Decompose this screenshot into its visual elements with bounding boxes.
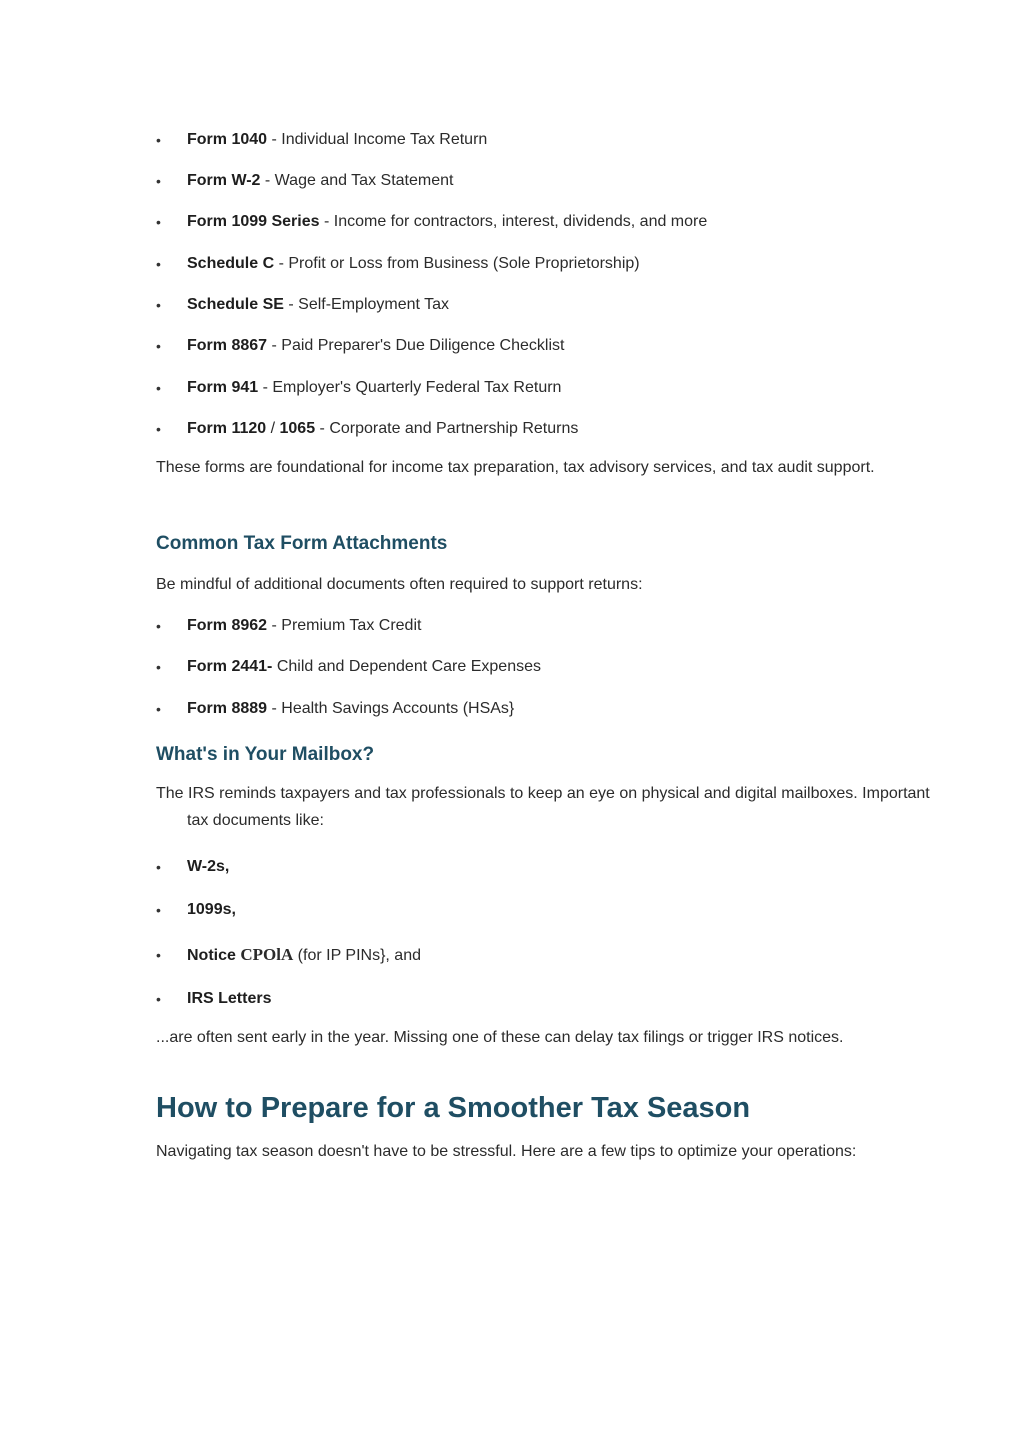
form-description: - Wage and Tax Statement <box>260 172 454 189</box>
form-name: Form 8889 <box>187 700 268 717</box>
form-description: - Paid Preparer's Due Diligence Checklist <box>267 337 565 354</box>
bullet: • <box>156 659 161 675</box>
form-description: - Employer's Quarterly Federal Tax Return <box>258 379 562 396</box>
notice-label: Notice <box>187 947 241 964</box>
form-description: - Individual Income Tax Return <box>267 131 488 148</box>
form-description: - Premium Tax Credit <box>267 617 422 634</box>
form-name: Form 941 <box>187 379 259 396</box>
section-heading: Common Tax Form Attachments <box>156 533 448 554</box>
notice-code: CPOlA <box>240 945 294 964</box>
form-description: - Income for contractors, interest, dividends, and more <box>319 213 708 230</box>
section-intro: Be mindful of additional documents often required to support returns: <box>156 576 643 593</box>
section-intro: Navigating tax season doesn't have to be stressful. Here are a few tips to optimize your operations: <box>156 1143 857 1160</box>
form-description: - Profit or Loss from Business (Sole Proprietorship) <box>274 255 640 272</box>
form-name: Schedule C <box>187 255 275 272</box>
form-separator: / <box>266 420 280 437</box>
document-name: W-2s, <box>187 858 230 875</box>
form-name: Form 2441- <box>187 658 273 675</box>
form-name: Form 1099 Series <box>187 213 320 230</box>
form-description: - Self-Employment Tax <box>283 296 450 313</box>
bullet: • <box>156 214 161 230</box>
form-name: Form 8962 <box>187 617 268 634</box>
form-name: Form W-2 <box>187 172 261 189</box>
form-name: Form 1040 <box>187 131 268 148</box>
bullet: • <box>156 256 161 272</box>
bullet: • <box>156 618 161 634</box>
bullet: • <box>156 701 161 717</box>
bullet: • <box>156 902 161 918</box>
bullet: • <box>156 421 161 437</box>
section-outro: ...are often sent early in the year. Missing one of these can delay tax filings or trigger IRS notices. <box>156 1029 844 1046</box>
document-name: 1099s, <box>187 901 236 918</box>
form-name: Form 8867 <box>187 337 268 354</box>
bullet: • <box>156 380 161 396</box>
bullet: • <box>156 859 161 875</box>
bullet: • <box>156 297 161 313</box>
bullet: • <box>156 338 161 354</box>
form-description: - Health Savings Accounts (HSAs} <box>267 700 515 717</box>
bullet: • <box>156 947 161 963</box>
document-name: IRS Letters <box>187 990 272 1007</box>
form-name: 1065 <box>279 420 316 437</box>
section-heading: What's in Your Mailbox? <box>156 744 375 765</box>
page-heading: How to Prepare for a Smoother Tax Season <box>156 1092 751 1124</box>
notice-description: (for IP PINs}, and <box>293 947 421 964</box>
form-description: Child and Dependent Care Expenses <box>272 658 541 675</box>
bullet: • <box>156 991 161 1007</box>
form-description: - Corporate and Partnership Returns <box>315 420 579 437</box>
form-name: Schedule SE <box>187 296 284 313</box>
forms-summary: These forms are foundational for income tax preparation, tax advisory services, and tax audit support. <box>156 459 875 476</box>
bullet: • <box>156 132 161 148</box>
form-name: Form 1120 <box>187 420 267 437</box>
bullet: • <box>156 173 161 189</box>
section-intro: The IRS reminds taxpayers and tax professionals to keep an eye on physical and digital mailboxes. Important tax documents like: <box>156 785 930 829</box>
